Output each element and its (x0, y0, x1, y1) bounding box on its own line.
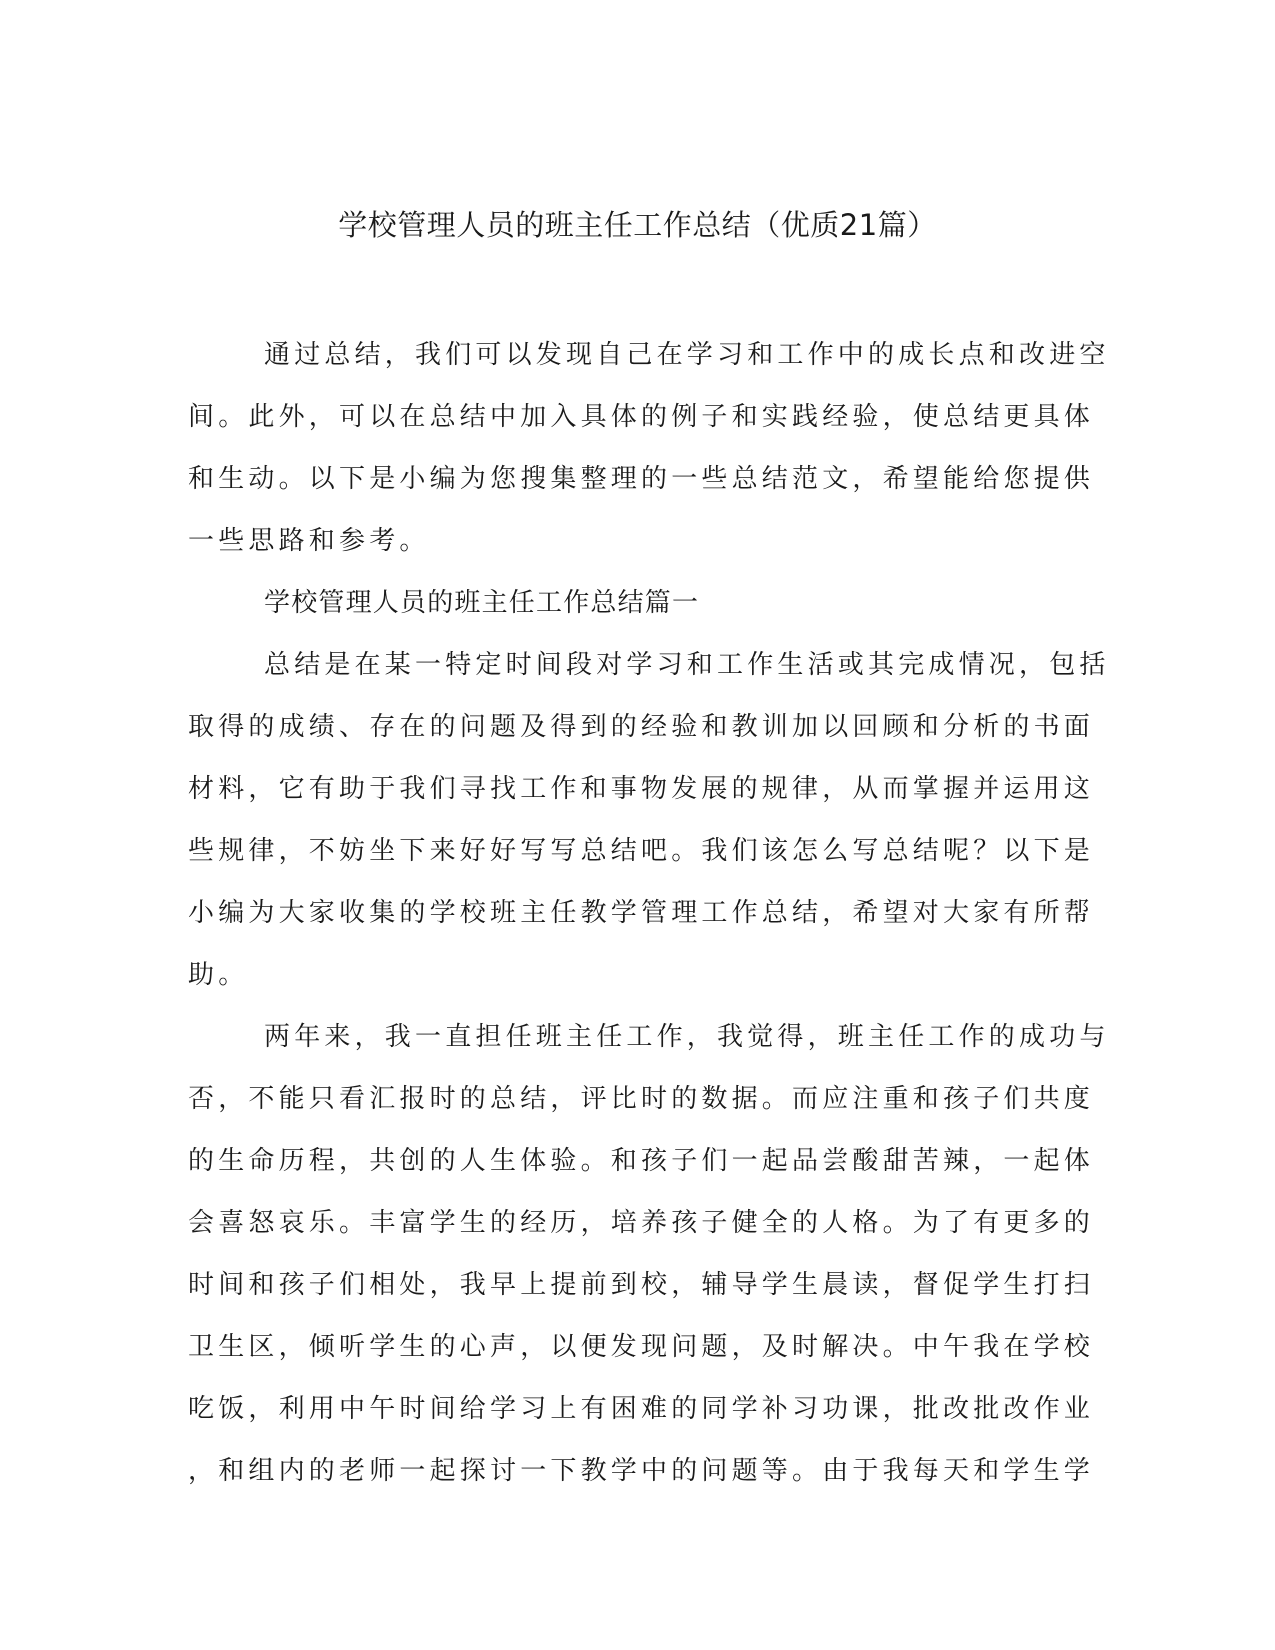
text-line: 通过总结，我们可以发现自己在学习和工作中的成长点和改进空 (264, 340, 1110, 370)
text-line: 吃饭，利用中午时间给学习上有困难的同学补习功课，批改批改作业 (188, 1394, 1095, 1424)
text-line: 否，不能只看汇报时的总结，评比时的数据。而应注重和孩子们共度 (188, 1084, 1095, 1114)
text-line: 会喜怒哀乐。丰富学生的经历，培养孩子健全的人格。为了有更多的 (188, 1208, 1095, 1238)
text-line: 和生动。以下是小编为您搜集整理的一些总结范文，希望能给您提供 (188, 464, 1095, 494)
text-line: 总结是在某一特定时间段对学习和工作生活或其完成情况，包括 (264, 650, 1110, 680)
document-body (188, 324, 1110, 1502)
text-line: 一些思路和参考。 (188, 526, 430, 556)
text-line: 些规律，不妨坐下来好好写写总结吧。我们该怎么写总结呢？以下是 (188, 836, 1095, 866)
document-title: 学校管理人员的班主任工作总结（优质21篇） (338, 208, 937, 242)
text-line: ，和组内的老师一起探讨一下教学中的问题等。由于我每天和学生学 (188, 1456, 1095, 1486)
text-line: 间。此外，可以在总结中加入具体的例子和实践经验，使总结更具体 (188, 402, 1095, 432)
text-line: 小编为大家收集的学校班主任教学管理工作总结，希望对大家有所帮 (188, 898, 1095, 928)
text-line: 卫生区，倾听学生的心声，以便发现问题，及时解决。中午我在学校 (188, 1332, 1095, 1362)
text-line: 的生命历程，共创的人生体验。和孩子们一起品尝酸甜苦辣，一起体 (188, 1146, 1095, 1176)
text-line: 材料，它有助于我们寻找工作和事物发展的规律，从而掌握并运用这 (188, 774, 1095, 804)
section-heading: 学校管理人员的班主任工作总结篇一 (264, 588, 700, 618)
text-line: 取得的成绩、存在的问题及得到的经验和教训加以回顾和分析的书面 (188, 712, 1095, 742)
text-line: 时间和孩子们相处，我早上提前到校，辅导学生晨读，督促学生打扫 (188, 1270, 1095, 1300)
text-line: 两年来，我一直担任班主任工作，我觉得，班主任工作的成功与 (264, 1022, 1110, 1052)
text-line: 助。 (188, 960, 249, 990)
